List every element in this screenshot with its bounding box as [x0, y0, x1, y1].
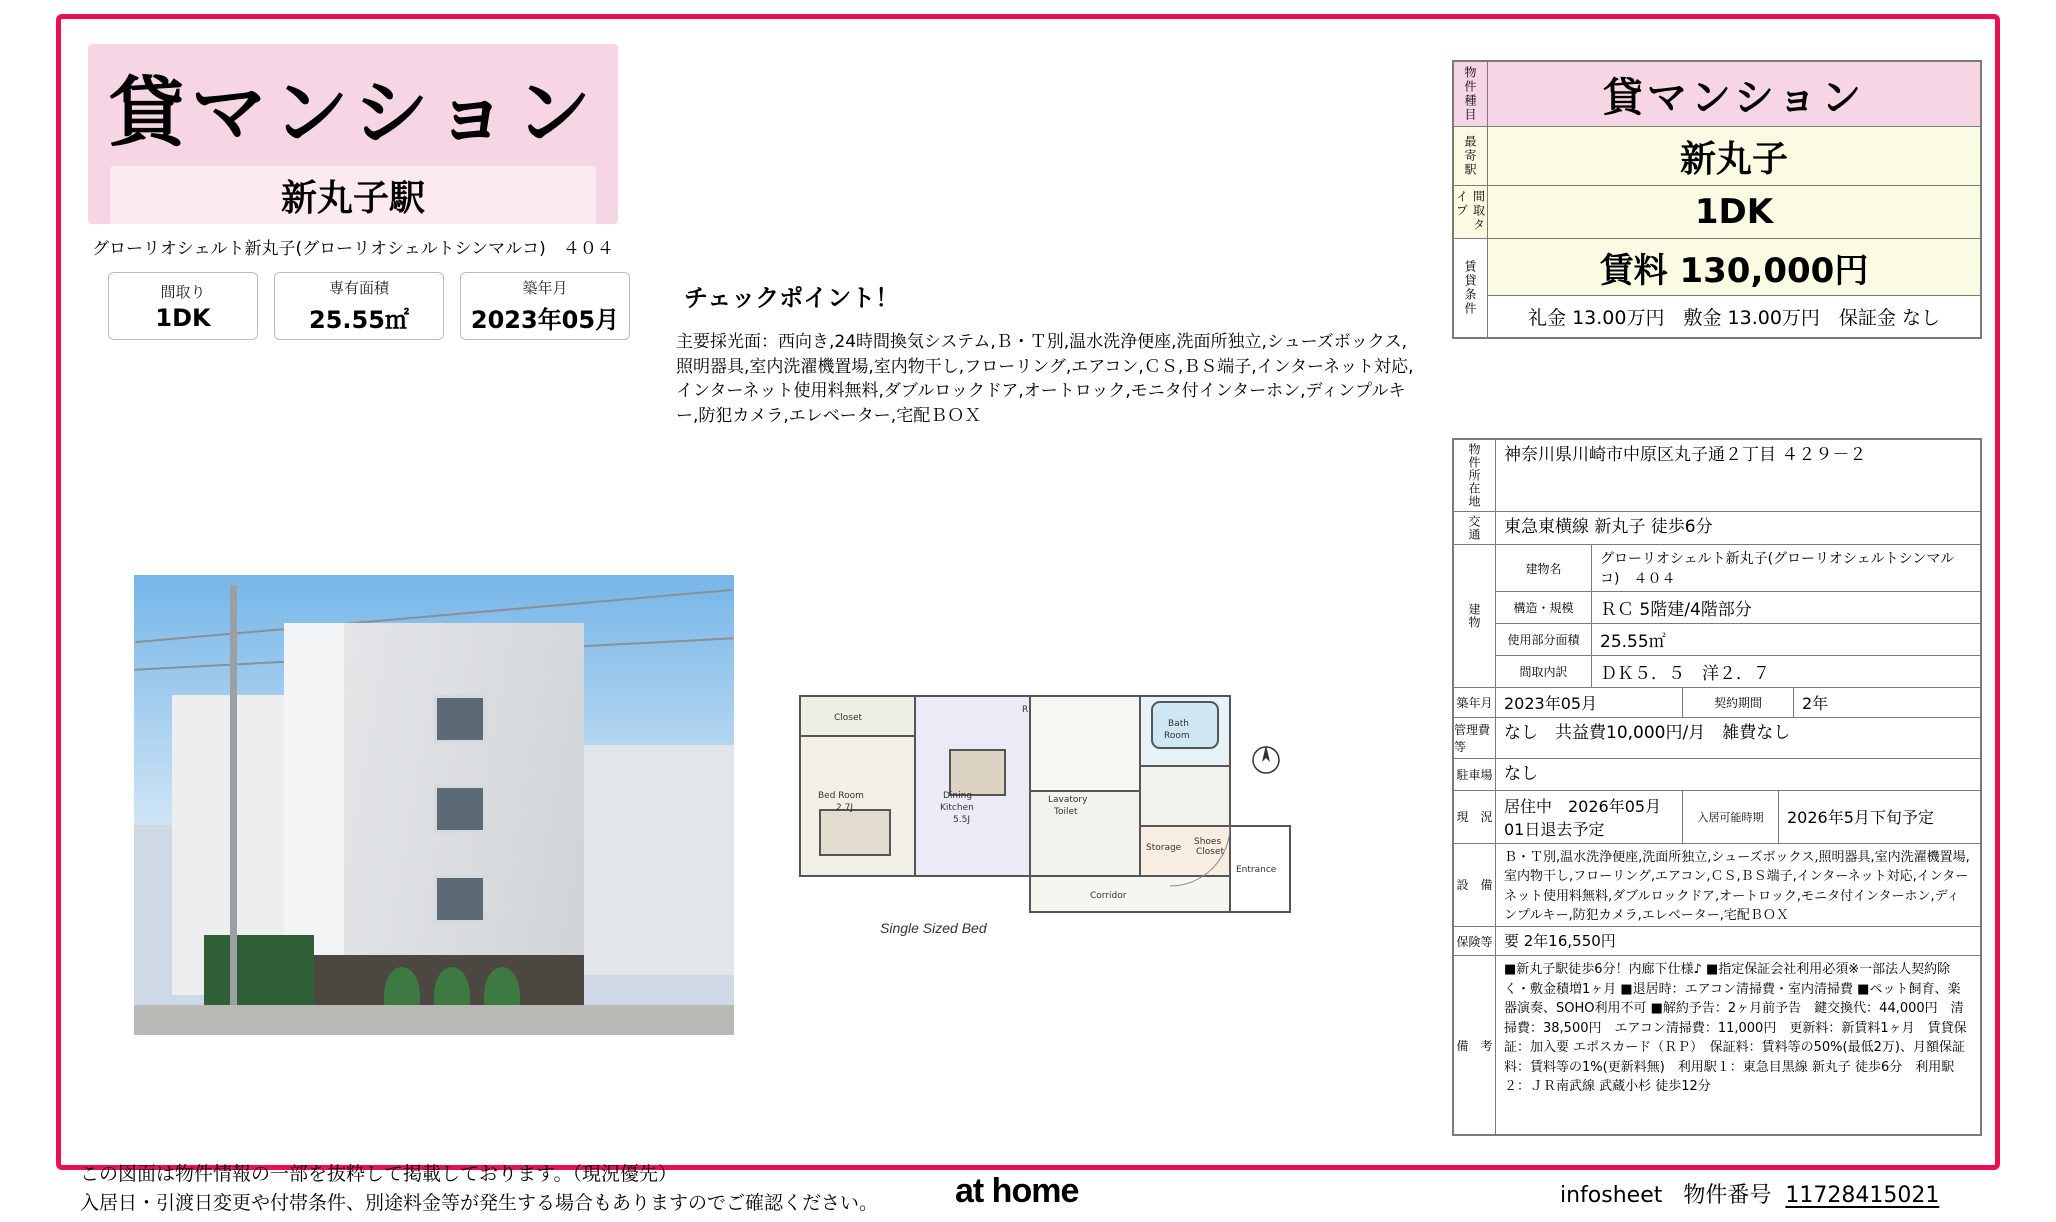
building-area-label: 使用部分面積	[1496, 624, 1592, 655]
svg-text:Dining: Dining	[943, 791, 973, 801]
details-parking-row	[1454, 759, 1980, 791]
building-area-value: 25.55㎡	[1600, 632, 1666, 652]
details-address-label: 物件所在地	[1454, 440, 1496, 511]
details-equip-value: Ｂ・Ｔ別,温水洗浄便座,洗面所独立,シューズボックス,照明器具,室内洗濯機置場,室内物干し,フローリング,エアコン,ＣＳ,ＢＳ端子,インターネット対応,インターネット使用料無料,ダブルロックドア,オートロック,モニタ付インターホン,ディンプルキー,防犯カメラ,エレベーター,宅配ＢＯＸ	[1504, 849, 1970, 924]
svg-text:Shoes: Shoes	[1194, 837, 1222, 847]
details-built-value: 2023年05月	[1504, 694, 1598, 713]
summary-table	[1452, 60, 1982, 339]
details-access-value: 東急東横線 新丸子 徒歩6分	[1504, 517, 1713, 537]
spec-area-value: 25.55㎡	[309, 306, 409, 334]
details-equip-row	[1454, 844, 1980, 927]
svg-text:Kitchen: Kitchen	[940, 803, 974, 813]
details-mgmt-row	[1454, 718, 1980, 759]
svg-text:Toilet: Toilet	[1054, 807, 1078, 817]
summary-layout-label: 間取タイプ	[1454, 186, 1488, 238]
table-row	[1496, 592, 1980, 624]
details-parking-value: なし	[1504, 764, 1538, 784]
spec-built-label: 築年月	[522, 279, 568, 297]
building-photo	[134, 575, 734, 1035]
details-mgmt-label: 管理費等	[1454, 718, 1496, 758]
summary-type-label: 物件種目	[1454, 62, 1488, 126]
table-row	[1496, 624, 1980, 656]
footer-note	[80, 1160, 878, 1217]
table-row	[1496, 545, 1980, 592]
details-address-value: 神奈川県川崎市中原区丸子通２丁目 ４２９－２	[1504, 445, 1867, 465]
floor-plan-caption: Single Sized Bed	[880, 920, 987, 936]
spec-built-value: 2023年05月	[470, 306, 620, 334]
photo-window	[434, 785, 486, 833]
summary-type-value: 貸マンション	[1602, 74, 1866, 121]
details-remarks-value: ■新丸子駅徒歩6分！内廊下仕様♪ ■指定保証会社利用必須※一部法人契約除く・敷金積増1ヶ月 ■退居時：エアコン清掃費・室内清掃費 ■ペット飼育、楽器演奏、SOHO利用不可 ■解約予告：2ヶ月前予告 鍵交換代：44,000円 清掃費：38,500円 エアコン清掃費：11,000円 更新料：新賃料1ヶ月 賃貸保証：加入要 エポスカード（ＲＰ） 保証料：賃料等の50%(最低2万)、月額保証料：賃料等の1%(更新料無) 利用駅１：東急目黒線 新丸子 徒歩6分 利用駅２：ＪＲ南武線 武蔵小杉 徒歩12分	[1504, 962, 1967, 1095]
building-layout-label: 間取内訳	[1496, 656, 1592, 687]
checkpoint-text: 主要採光面：西向き,24時間換気システム,Ｂ・Ｔ別,温水洗浄便座,洗面所独立,シューズボックス,照明器具,室内洗濯機置場,室内物干し,フローリング,エアコン,ＣＳ,ＢＳ端子,インターネット対応,インターネット使用料無料,ダブルロックドア,オートロック,モニタ付インターホン,ディンプルキー,防犯カメラ,エレベーター,宅配ＢＯＸ	[676, 332, 1414, 426]
details-contract-label: 契約期間	[1682, 688, 1794, 717]
details-status-value: 居住中 2026年05月01日退去予定	[1504, 796, 1662, 839]
details-movein-label: 入居可能時期	[1682, 791, 1779, 843]
building-name-text: グローリオシェルト新丸子(グローリオシェルトシンマルコ) ４０４	[92, 239, 614, 259]
details-remarks-label: 備 考	[1454, 956, 1496, 1134]
details-contract-value: 2年	[1802, 694, 1829, 713]
svg-text:Closet: Closet	[834, 713, 863, 723]
summary-station-value: 新丸子	[1679, 138, 1788, 180]
summary-rent-label: 賃貸条件	[1454, 239, 1488, 337]
details-access-row	[1454, 512, 1980, 545]
details-status-label: 現 況	[1454, 791, 1496, 843]
property-no-value: 11728415021	[1785, 1183, 1940, 1208]
svg-text:Bed Room: Bed Room	[818, 791, 864, 801]
photo-window	[434, 695, 486, 743]
details-parking-label: 駐車場	[1454, 759, 1496, 790]
details-insurance-row	[1454, 927, 1980, 956]
photo-road	[134, 1005, 734, 1035]
summary-type-row	[1454, 62, 1980, 127]
spec-row	[108, 272, 630, 340]
property-no-label: 物件番号	[1683, 1183, 1772, 1208]
svg-text:Lavatory: Lavatory	[1048, 795, 1088, 805]
building-layout-value: ＤＫ５．５ 洋２．７	[1600, 664, 1770, 684]
photo-utility-pole	[230, 585, 237, 1015]
details-building-subtable	[1496, 545, 1980, 687]
svg-text:Room: Room	[1164, 731, 1190, 741]
footer-note-line1: この図面は物件情報の一部を抜粋して掲載しております。（現況優先）	[80, 1163, 677, 1185]
building-structure-value: ＲＣ 5階建/4階部分	[1600, 600, 1752, 620]
summary-rent-value: 賃料 130,000円	[1488, 239, 1980, 296]
summary-fees-value: 礼金 13.00万円 敷金 13.00万円 保証金 なし	[1488, 296, 1980, 336]
details-access-label: 交通	[1454, 512, 1496, 544]
svg-text:5.5J: 5.5J	[953, 815, 970, 825]
svg-text:Entrance: Entrance	[1236, 865, 1277, 875]
footer-note-line2: 入居日・引渡日変更や付帯条件、別途料金等が発生する場合もありますのでご確認ください。	[80, 1191, 879, 1214]
details-remarks-row	[1454, 956, 1980, 1134]
compass-icon	[1246, 740, 1286, 780]
building-structure-label: 構造・規模	[1496, 592, 1592, 623]
svg-text:Bath: Bath	[1168, 719, 1189, 729]
details-mgmt-value: なし 共益費10,000円/月 雑費なし	[1504, 723, 1791, 743]
details-building-label: 建物	[1454, 545, 1496, 687]
details-built-row	[1454, 688, 1980, 718]
svg-text:2.7J: 2.7J	[836, 803, 853, 813]
details-movein-value: 2026年5月下旬予定	[1787, 808, 1934, 828]
svg-text:Storage: Storage	[1146, 843, 1182, 853]
svg-text:Closet: Closet	[1196, 847, 1225, 857]
spec-layout-label: 間取り	[160, 282, 206, 301]
table-row	[1496, 656, 1980, 687]
building-name-value: グローリオシェルト新丸子(グローリオシェルトシンマルコ) ４０４	[1600, 551, 1955, 587]
infosheet-label: infosheet	[1560, 1183, 1663, 1208]
summary-station-label: 最寄駅	[1454, 127, 1488, 185]
summary-layout-value: 1DK	[1694, 192, 1774, 232]
floor-plan	[790, 690, 1330, 920]
spec-built	[460, 272, 630, 340]
svg-text:Corridor: Corridor	[1090, 891, 1127, 901]
details-equip-label: 設 備	[1454, 844, 1496, 926]
athome-logo: at home	[955, 1172, 1079, 1210]
details-address-row	[1454, 440, 1980, 512]
svg-text:R: R	[1022, 705, 1029, 715]
photo-neighbor-right	[574, 745, 734, 975]
property-type-title: 貸マンション	[108, 67, 598, 157]
station-title: 新丸子駅	[110, 166, 596, 224]
summary-station-row	[1454, 127, 1980, 186]
spec-area	[274, 272, 444, 340]
spec-layout	[108, 272, 258, 340]
checkpoint-title: チェックポイント！	[684, 284, 900, 312]
details-insurance-label: 保険等	[1454, 927, 1496, 955]
details-status-row	[1454, 791, 1980, 844]
infosheet-footer	[1560, 1178, 1939, 1209]
spec-area-label: 専有面積	[328, 279, 389, 297]
details-building-row	[1454, 545, 1980, 688]
details-insurance-value: 要 2年16,550円	[1504, 931, 1616, 950]
summary-layout-row	[1454, 186, 1980, 239]
details-built-label: 築年月	[1454, 688, 1496, 717]
photo-window	[434, 875, 486, 923]
title-block	[88, 44, 618, 224]
spec-layout-value: 1DK	[155, 303, 211, 332]
building-name-label: 建物名	[1496, 545, 1592, 591]
details-table	[1452, 438, 1982, 1136]
